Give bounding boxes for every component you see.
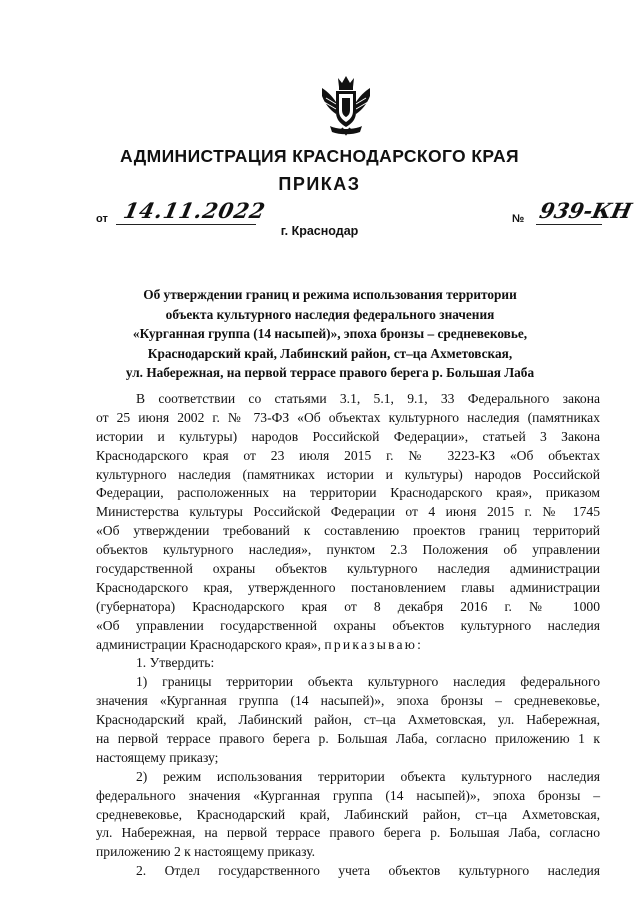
body-line: Министерства культуры Российской Федерации от 4 июня 2015 г. № 1745	[96, 504, 600, 520]
body-line: Краснодарский край, Лабинский район, ст–ца Ахметовская, ул. Набережная,	[96, 712, 600, 728]
body-line: 1. Утвердить:	[136, 655, 215, 671]
body-text: администрации Краснодарского края»,	[96, 636, 321, 652]
number-prefix: №	[512, 213, 525, 225]
body-line	[96, 636, 600, 655]
body-line: 2) режим использования территории объекта культурного наследия	[136, 768, 600, 784]
title-line: ул. Набережная, на первой террасе правого берега р. Большая Лаба	[125, 365, 535, 380]
body-line: государственной охраны объектов культурного наследия администрации	[96, 561, 600, 577]
body-line: настоящему приказу;	[96, 749, 219, 765]
title-line: Краснодарский край, Лабинский район, ст–ца Ахметовская,	[147, 345, 513, 361]
handwritten-date: 14.11.2022	[121, 198, 269, 223]
title-line: объекта культурного наследия федерального значения	[165, 306, 495, 322]
body-line: В соответствии со статьями 3.1, 5.1, 9.1, 33 Федерального закона	[136, 391, 600, 406]
body-line: федерального значения «Курганная группа (14 насыпей)», эпоха бронзы –	[96, 787, 600, 803]
body-line: приложению 2 к настоящему приказу.	[96, 844, 316, 860]
body-line: объектов культурного наследия», пунктом 2.3 Положения об управлении	[96, 542, 600, 558]
document-type: ПРИКАЗ	[278, 174, 361, 194]
order-word: приказываю:	[324, 636, 424, 652]
body-line: Краснодарского края от 23 июля 2015 г. № 3223-КЗ «Об объектах	[96, 447, 600, 463]
coat-of-arms-emblem	[318, 74, 374, 136]
body-line: на первой террасе правого берега р. Большая Лаба, согласно приложению 1 к	[96, 731, 600, 747]
date-prefix: от	[96, 213, 108, 225]
issuing-authority: АДМИНИСТРАЦИЯ КРАСНОДАРСКОГО КРАЯ	[120, 146, 519, 166]
document-body	[96, 390, 600, 881]
body-line: 1) границы территории объекта культурного наследия федерального	[136, 674, 600, 690]
city-name: г. Краснодар	[280, 224, 359, 238]
body-line: ул. Набережная, на первой террасе правого берега р. Большая Лаба, согласно	[96, 825, 600, 841]
body-line: значения «Курганная группа (14 насыпей)», эпоха бронзы – средневековье,	[96, 693, 600, 709]
body-line: истории и культуры) народов Российской Федерации», статьей 3 Закона	[96, 428, 600, 444]
body-line: «Об управлении государственной охраны объектов культурного наследия	[96, 617, 600, 633]
body-line: культурного наследия (памятниках истории и культуры) народов Российской	[96, 466, 600, 482]
title-line: «Курганная группа (14 насыпей)», эпоха бронзы – средневековье,	[132, 326, 528, 341]
document-title	[80, 285, 580, 383]
body-line: Федерации, расположенных на территории Краснодарского края», приказом	[96, 485, 600, 501]
body-line: (губернатора) Краснодарского края от 8 декабря 2016 г. № 1000	[96, 598, 600, 614]
body-line: средневековье, Краснодарский край, Лабинский район, ст–ца Ахметовская,	[96, 806, 600, 822]
title-line: Об утверждении границ и режима использования территории	[143, 287, 517, 302]
body-line: «Об утверждении требований к составлению проектов границ территорий	[96, 523, 600, 539]
handwritten-number: 939-КН	[537, 198, 635, 223]
body-line: от 25 июня 2002 г. № 73-ФЗ «Об объектах культурного наследия (памятниках	[96, 409, 600, 425]
body-line: Краснодарского края, утвержденного постановлением главы администрации	[96, 579, 600, 595]
body-line: 2. Отдел государственного учета объектов культурного наследия	[136, 863, 600, 879]
